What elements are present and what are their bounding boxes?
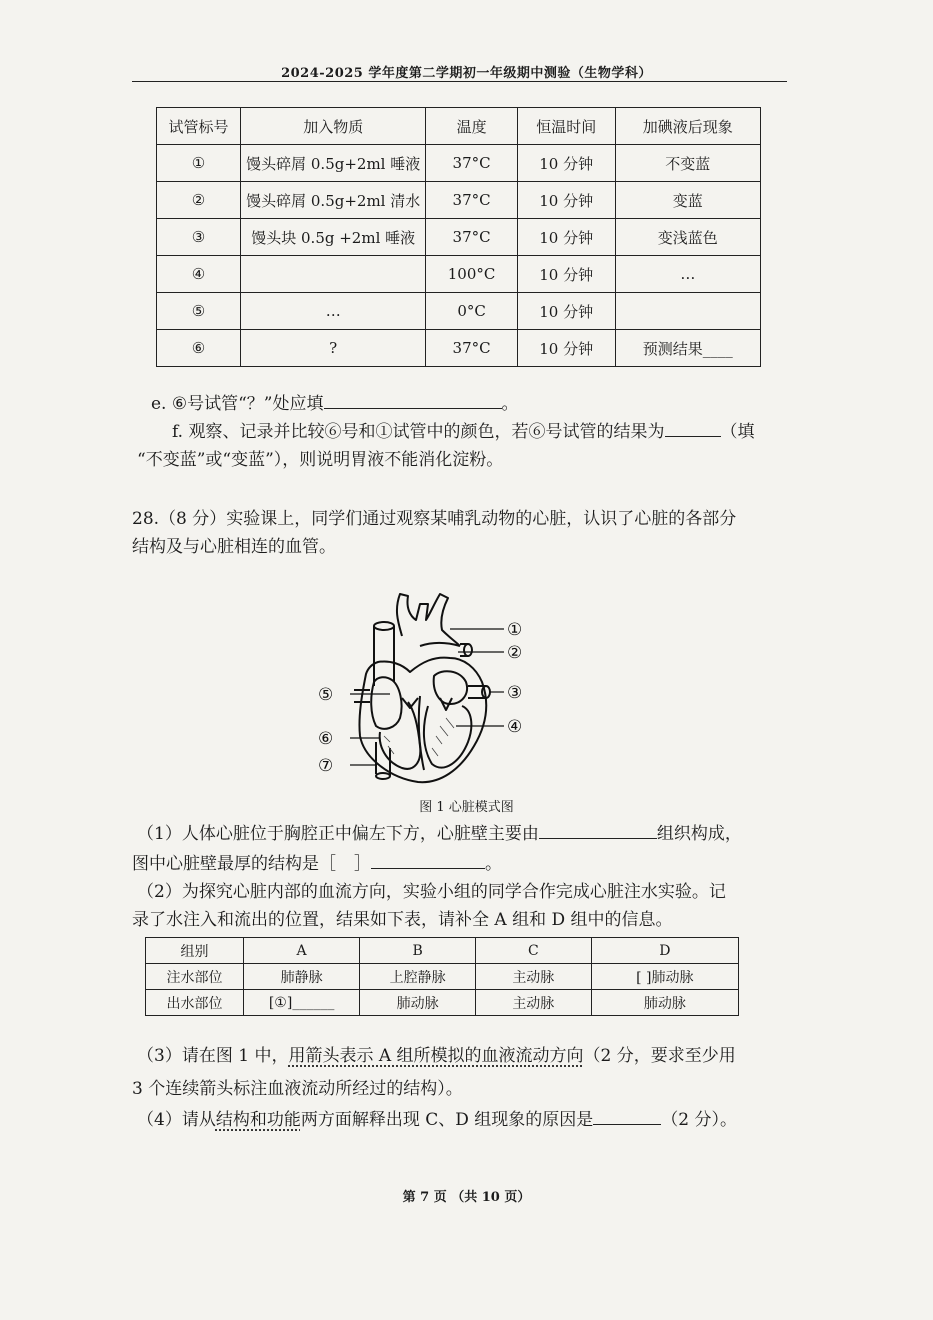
table-cell: ②: [157, 182, 241, 219]
table-row: [157, 145, 761, 182]
answer-blank[interactable]: [665, 420, 721, 437]
table-row: [146, 964, 739, 990]
question-3-line2: 3 个连续箭头标注血液流动所经过的结构）。: [132, 1079, 463, 1099]
question-1-end: 。: [485, 854, 502, 874]
question-2-line1: （2）为探究心脏内部的血流方向，实验小组的同学合作完成心脏注水实验。记: [137, 882, 726, 902]
label-3: ③: [507, 683, 523, 703]
table-cell: 主动脉: [475, 964, 591, 990]
table-header-cell: D: [591, 938, 738, 964]
table-header-cell: 加碘液后现象: [615, 108, 760, 145]
table-cell: 37°C: [426, 219, 517, 256]
table-cell: 出水部位: [146, 990, 244, 1016]
table-cell: ⑥: [157, 330, 241, 367]
table-cell: 上腔静脉: [360, 964, 476, 990]
valve: [402, 698, 418, 708]
question-4-text-c: 两方面解释出现 C、D 组现象的原因是: [300, 1110, 594, 1130]
table-cell: …: [241, 293, 426, 330]
question-1-line2: [132, 852, 502, 875]
table-cell: 100°C: [426, 256, 517, 293]
table-cell: 37°C: [426, 182, 517, 219]
header-rule: [132, 81, 787, 82]
label-2: ②: [507, 643, 523, 663]
question-3-line1: [137, 1045, 736, 1067]
table-cell: 10 分钟: [517, 182, 615, 219]
superior-vena-cava-top: [374, 622, 394, 630]
pulmonary-artery-end: [464, 644, 472, 656]
question-1-text-d: ］: [354, 854, 371, 874]
table-header-cell: A: [243, 938, 359, 964]
table-cell: 肺静脉: [243, 964, 359, 990]
table-cell: 不变蓝: [615, 145, 760, 182]
question-4-text-d: （2 分）。: [661, 1110, 738, 1130]
question-e-text: e. ⑥号试管“？”处应填: [151, 394, 324, 414]
question-1-text-a: （1）人体心脏位于胸腔正中偏左下方，心脏壁主要由: [137, 824, 539, 844]
question-4-text-a: （4）请从: [137, 1110, 216, 1130]
table-cell: 馒头块 0.5g +2ml 唾液: [241, 219, 426, 256]
question-3-emphasis: 用箭头表示 A 组所模拟的血液流动方向: [288, 1046, 584, 1066]
label-1: ①: [507, 620, 523, 640]
experiment-table: [156, 107, 761, 367]
table-row: [157, 219, 761, 256]
heart-diagram[interactable]: [310, 586, 545, 792]
table-row: [157, 256, 761, 293]
water-flow-table: [145, 937, 739, 1016]
label-4: ④: [507, 717, 523, 737]
table-cell: ③: [157, 219, 241, 256]
question-4: [137, 1108, 737, 1131]
label-5: ⑤: [318, 685, 334, 705]
table-cell: 馒头碎屑 0.5g+2ml 清水: [241, 182, 426, 219]
page-header-title: 2024-2025 学年度第二学期初一年级期中测验（生物学科）: [281, 66, 652, 81]
question-f-line1: [172, 420, 755, 443]
table-cell: 0°C: [426, 293, 517, 330]
question-f-line2: “不变蓝”或“变蓝”），则说明胃液不能消化淀粉。: [137, 450, 504, 470]
question-1-text-c: 图中心脏壁最厚的结构是［: [132, 854, 336, 874]
table-cell: [241, 256, 426, 293]
table-cell: 10 分钟: [517, 293, 615, 330]
table-header-cell: 试管标号: [157, 108, 241, 145]
table-cell: ④: [157, 256, 241, 293]
table-header-cell: B: [360, 938, 476, 964]
table-header-row: [146, 938, 739, 964]
table-cell: 变浅蓝色: [615, 219, 760, 256]
table-cell: …: [615, 256, 760, 293]
question-f-text: f. 观察、记录并比较⑥号和①试管中的颜色，若⑥号试管的结果为: [172, 422, 665, 442]
pulmonary-artery: [420, 643, 468, 656]
table-cell[interactable]: [①]______: [243, 990, 359, 1016]
question-3-text-a: （3）请在图 1 中，: [137, 1046, 289, 1066]
table-header-row: [157, 108, 761, 145]
inferior-vena-cava-end: [376, 773, 390, 779]
question-f-end: （填: [720, 422, 755, 442]
question-4-emphasis: 结构和功能: [215, 1110, 301, 1130]
question-1-line1: [137, 822, 742, 845]
question-3-text-c: （2 分，要求至少用: [583, 1046, 736, 1066]
table-cell: ⑤: [157, 293, 241, 330]
table-cell: 肺动脉: [360, 990, 476, 1016]
table-header-cell: 组别: [146, 938, 244, 964]
right-atrium: [371, 677, 401, 729]
answer-blank[interactable]: [539, 822, 657, 839]
table-cell: 37°C: [426, 145, 517, 182]
table-cell: 馒头碎屑 0.5g+2ml 唾液: [241, 145, 426, 182]
table-header-cell: 恒温时间: [517, 108, 615, 145]
table-header-cell: 加入物质: [241, 108, 426, 145]
answer-blank[interactable]: [324, 392, 502, 409]
table-row: [157, 182, 761, 219]
table-cell: 37°C: [426, 330, 517, 367]
table-cell: 主动脉: [475, 990, 591, 1016]
question-28-line1: 28.（8 分）实验课上，同学们通过观察某哺乳动物的心脏，认识了心脏的各部分: [132, 509, 737, 529]
table-header-cell: C: [475, 938, 591, 964]
question-28-line2: 结构及与心脏相连的血管。: [132, 537, 336, 557]
answer-blank[interactable]: [593, 1108, 661, 1125]
table-cell[interactable]: [ ]肺动脉: [591, 964, 738, 990]
table-cell: ?: [241, 330, 426, 367]
table-cell: 10 分钟: [517, 330, 615, 367]
table-cell: [615, 293, 760, 330]
label-6: ⑥: [318, 729, 334, 749]
table-row: [146, 990, 739, 1016]
question-e: [151, 392, 519, 415]
question-e-end: 。: [501, 394, 519, 414]
table-cell: 10 分钟: [517, 256, 615, 293]
table-cell: 变蓝: [615, 182, 760, 219]
table-cell: 肺动脉: [591, 990, 738, 1016]
figure-caption: 图 1 心脏模式图: [419, 800, 514, 815]
right-ventricle: [380, 702, 421, 769]
page-footer: 第 7 页 （共 10 页）: [402, 1190, 531, 1205]
table-cell: ①: [157, 145, 241, 182]
left-ventricle: [424, 706, 471, 768]
table-cell: 10 分钟: [517, 219, 615, 256]
answer-blank[interactable]: [371, 852, 485, 869]
table-cell: 注水部位: [146, 964, 244, 990]
table-cell: 10 分钟: [517, 145, 615, 182]
table-cell: 预测结果____: [615, 330, 760, 367]
aortic-arch: [397, 594, 460, 646]
table-row: [157, 293, 761, 330]
label-7: ⑦: [318, 756, 334, 776]
table-row: [157, 330, 761, 367]
question-1-text-b: 组织构成，: [656, 824, 742, 844]
question-2-line2: 录了水注入和流出的位置，结果如下表，请补全 A 组和 D 组中的信息。: [132, 910, 673, 930]
table-header-cell: 温度: [426, 108, 517, 145]
